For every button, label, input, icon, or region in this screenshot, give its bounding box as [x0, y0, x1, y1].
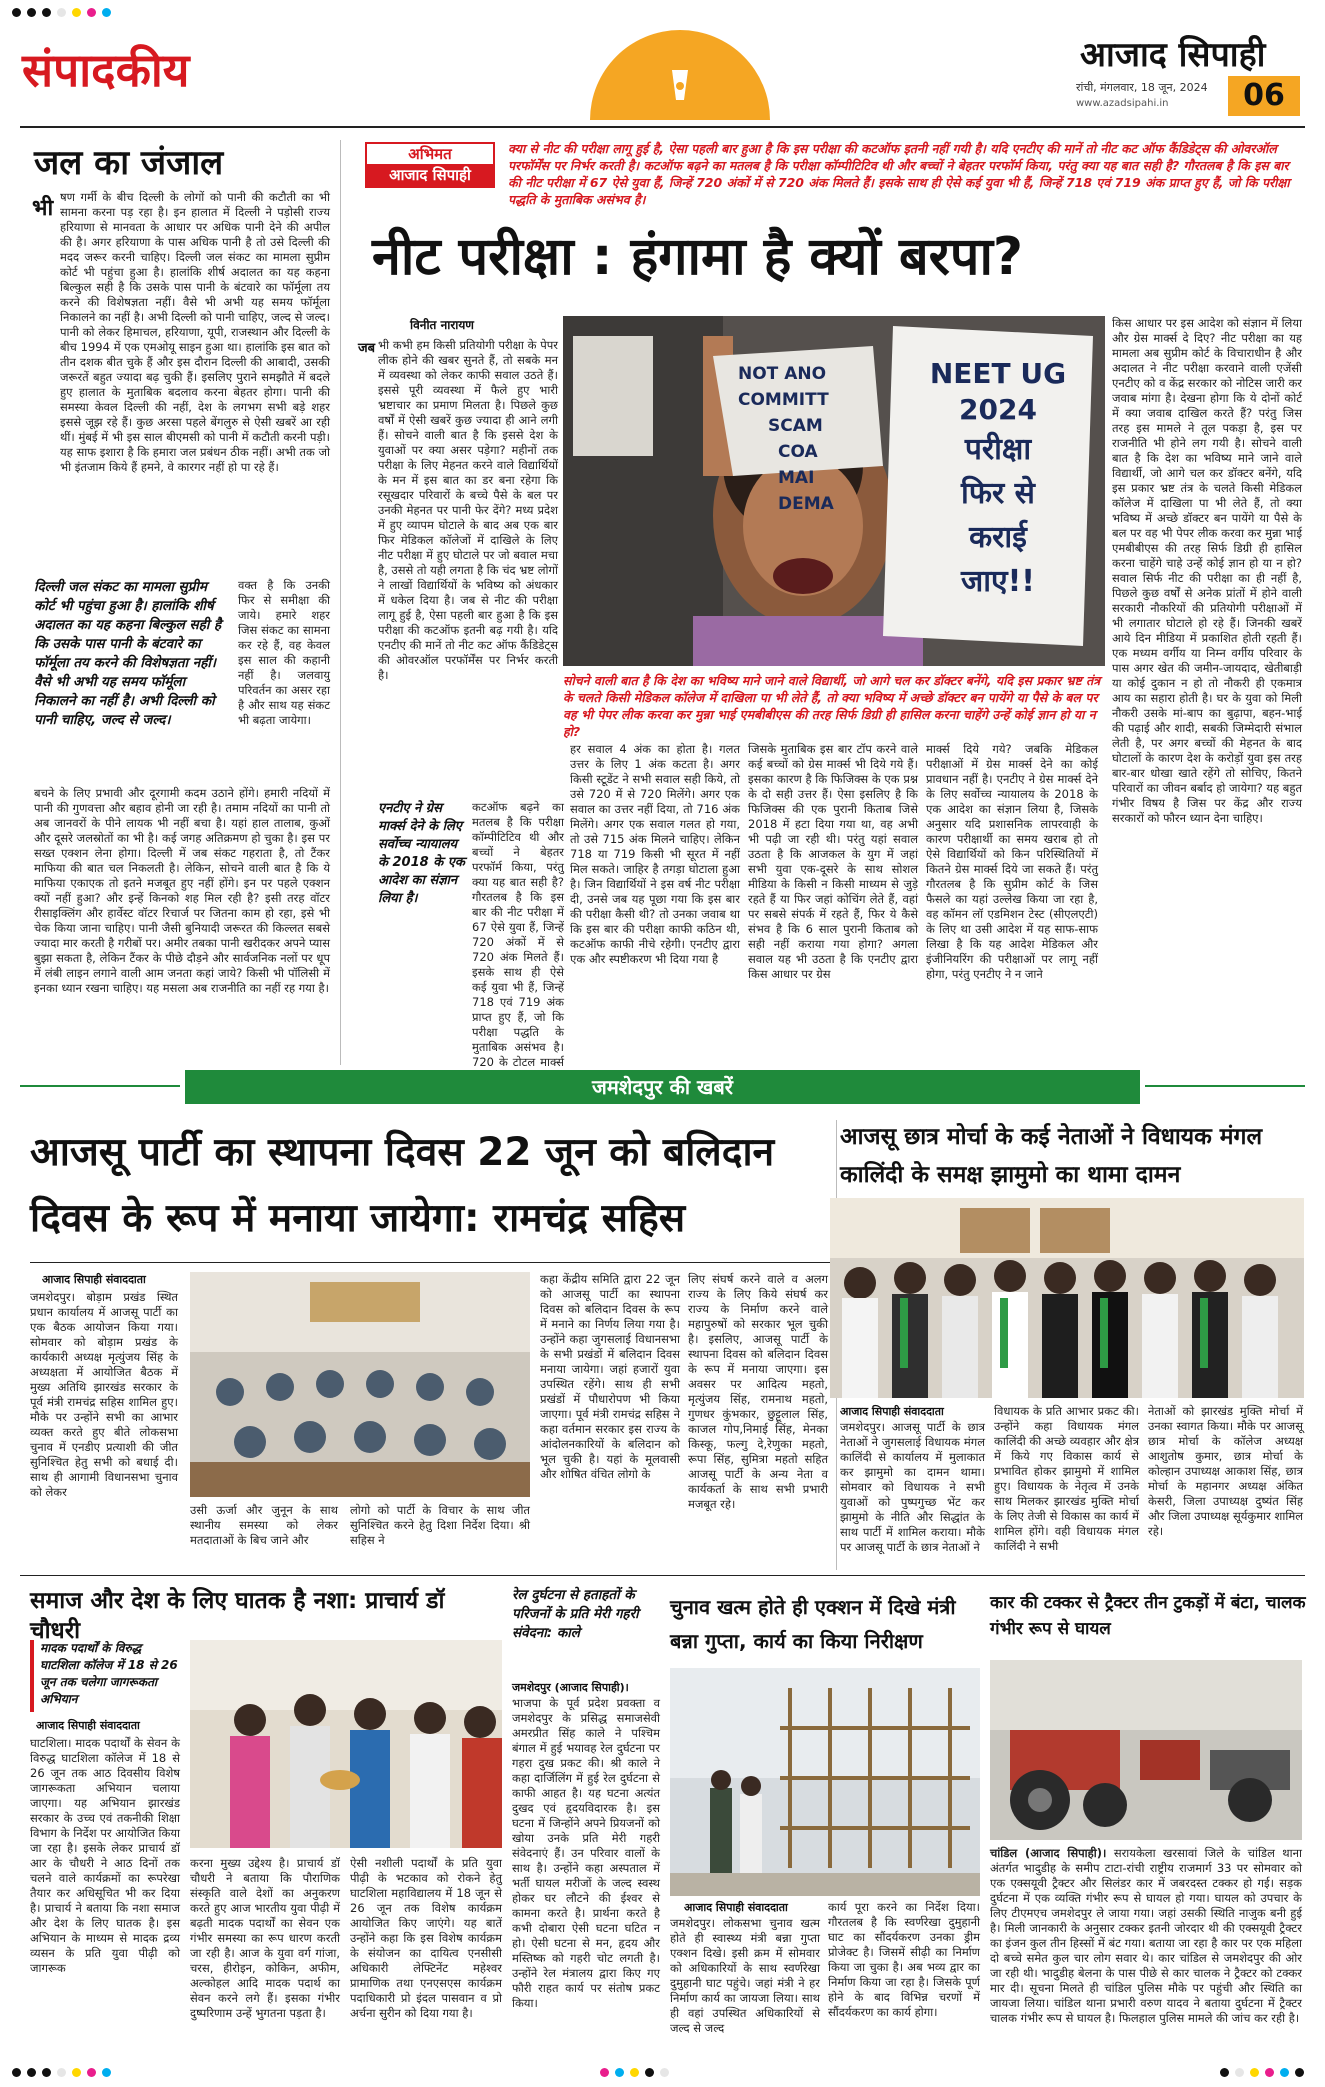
neet-protest-photo [563, 316, 1105, 666]
neet-lead-drop: जब [358, 341, 376, 356]
sign-line: फिर से [961, 476, 1035, 511]
banna-col2: कार्य पूरा करने का निर्देश दिया।गौरतलब है कि स्वर्णरेखा दुमुहानी घाट का सौंदर्यकरण उनका ड्रीम प्रोजेक्ट है। जिसमें सीढ़ी का निर्माण किया जा चुका है। अब भव्य द्वार का निर्माण किया जा रहा है। जिसके पूर्ण होने के बाद विभिन्न चरणों में सौंदर्यकरण का कार्य होगा। [828, 1900, 980, 2019]
ajsu-col4: कहा केंद्रीय समिति द्वारा 22 जून को आजसू पार्टी का स्थापना दिवस को बलिदान दिवस के रूप में मनाने का निर्णय लिया गया है। उन्होंने कहा जुगसलाई विधानसभा के सभी प्रखंडों में बलिदान दिवस मनाया जायेगा। जहां हजारों युवा उपस्थित रहेंगे। साथ ही सभी प्रखंडों में पौधारोपण भी किया जाएगा। पूर्व मंत्री रामचंद्र सहिस ने कहा वर्तमान सरकार इस राज्य के आंदोलनकारियों के बलिदान को भूल चुकी है। यहां के मूलवासी और शोषित वंचित लोगो के [540, 1272, 680, 1481]
tractor-body [990, 1846, 1302, 2056]
ajsu-col3: लोगो को पार्टी के विचार के साथ जीत सुनिश्चित करने हेतु दिशा निर्देश दिया। श्री सहिस ने [350, 1503, 530, 1547]
sun-logo [590, 30, 770, 120]
editorial-drop-cap: भी [32, 196, 54, 221]
sign-line: कराई [969, 520, 1027, 555]
neet-col4: जिसके मुताबिक इस बार टॉप करने वाले कई बच्चों को ग्रेस मार्क्स भी दिये गये हैं। इसका कारण है कि फिजिक्स के एक प्रश्न के दो सही उत्तर हैं। ऐसा इसलिए है कि फिजिक्स की एक पुरानी किताब जिसे 2018 में हटा दिया गया था, वह अभी भी पढ़ी जा रही थी। परंतु यहां सवाल उठता है कि आजकल के युग में जहां सभी युवा एक-दूसरे के साथ सोशल मीडिया के किसी न किसी माध्यम से जुड़े रहते हैं या फिर जहां कोचिंग लेते हैं, वहां पर सबसे संपर्क में रहते हैं, फिर ये कैसे संभव है कि 6 साल पुरानी किताब को सही नहीं कराया गया होगा? अगला सवाल यह भी उठता है कि एनटीए द्वारा किस आधार पर ग्रेस [748, 742, 918, 981]
banna-col1: जमशेदपुर। लोकसभा चुनाव खत्म होते ही स्वास्थ्य मंत्री बन्ना गुप्ता एक्शन दिखे। इसी क्रम में सोमवार को अधिकारियों के साथ स्वर्णरेखा दुमुहानी घाट पहुंचे। जहां मंत्री ने हर निर्माण कार्य का जायजा लिया। साथ ही वहां उपस्थित अधिकारियों से जल्द से जल्द [670, 1916, 820, 2035]
abhimat-tag [365, 142, 495, 188]
abhimat-tag-top: अभिमत [408, 145, 452, 163]
chhatra-col2: विधायक के प्रति आभार प्रकट की। उन्होंने कहा विधायक मंगल कालिंदी की अच्छे व्यवहार और क्षेत्र में किये गए विकास कार्य से प्रभावित होकर झामुमो में शामिल हुए। विधायक के नेतृत्व में उनके साथ मिलकर झारखंड मुक्ति मोर्चा के लिए तेजी से विकास का कार्य में शामिल होंगे। वही विधायक मंगल कालिंदी ने सभी [994, 1404, 1139, 1553]
section-title: संपादकीय [22, 43, 190, 97]
page-number: 06 [1228, 76, 1300, 116]
neet-sign-1 [913, 356, 1083, 604]
banna-headline: चुनाव खत्म होते ही एक्शन में दिखे मंत्री बन्ना गुप्ता, कार्य का किया निरीक्षण [670, 1595, 956, 1653]
section-rule [20, 1575, 1305, 1576]
sign-line: जाए!! [961, 564, 1035, 599]
banner-rule-left [20, 1085, 180, 1087]
nasha-col1: घाटशिला। मादक पदार्थों के सेवन के विरुद्ध घाटशिला कॉलेज में 18 से 26 जून तक आठ दिवसीय विशेष जागरूकता अभियान चलाया जाएगा। यह अभियान झारखंड सरकार के उच्च एवं तकनीकी शिक्षा विभाग के निर्देश पर आयोजित किया जा रहा है। इसके लेकर प्राचार्य डॉ आर के चौधरी ने आठ दिनों तक चलने वाले कार्यक्रमों का रूपरेखा तैयार कर अधिसूचित भी कर दिया है। प्राचार्य ने बताया कि नशा समाज और देश के लिए घातक है। इस अभियान के माध्यम से मादक द्रव्य व्यसन के प्रति युवा पीढ़ी को जागरूक [30, 1736, 180, 1975]
tractor-headline: कार की टक्कर से ट्रैक्टर तीन टुकड़ों में बंटा, चालक गंभीर रूप से घायल [990, 1593, 1306, 1639]
nasha-subhead: मादक पदार्थों के विरुद्ध घाटशिला कॉलेज में 18 से 26 जून तक चलेगा जागरूकता अभियान [30, 1640, 180, 1712]
nasha-byline: आजाद सिपाही संवाददाता [36, 1719, 140, 1732]
ajsu-col2: उसी ऊर्जा और जुनून के साथ स्थानीय समस्या को लेकर मतदाताओं के बिच जाने और [190, 1503, 338, 1547]
neet-col6: किस आधार पर इस आदेश को संज्ञान में लिया और ग्रेस मार्क्स दे दिए? नीट परीक्षा का यह मामला अब सुप्रीम कोर्ट के विचाराधीन है और अदालत ने नीट परीक्षा करवाने वाली एजेंसी एनटीए को व केंद्र सरकार को नोटिस जारी कर जवाब मांगा है। देखना होगा कि ये दोनों कोर्ट में क्या जवाब दाखिल करते हैं? परंतु जिस तरह इस मामले ने तूल पकड़ा है, इस पर राजनीति भी होने लग गयी है। सोचने वाली बात है कि देश का भविष्य माने जाने वाले विद्यार्थी, जो आगे चल कर डॉक्टर बनेंगे, यदि इस प्रकार भ्रष्ट तंत्र के चलते किसी मेडिकल कॉलेज में दाखिला पा भी लेते हैं, तो क्या भविष्य में अच्छे डॉक्टर बन पायेंगे या पैसे के बल पर वह भी पेपर लीक करवा कर मुन्ना भाई एमबीबीएस की तरह सिर्फ डिग्री ही हासिल करना चाहेंगे चाहे उन्हें कोई ज्ञान हो या न हो? सवाल सिर्फ नीट की परीक्षा का ही नहीं है, पिछले कुछ वर्षों से अनेक प्रांतों में होने वाली सरकारी नौकरियों की प्रतियोगी परीक्षाओं में भी लगातार घोटाले हो रहे हैं। जिनकी खबरें आये दिन मीडिया में प्रकाशित होती रहती हैं। एक मध्यम वर्गीय या निम्न वर्गीय परिवार के पास अगर खेत की जमीन-जायदाद, खेतीबाड़ी या कोई दुकान न हो तो नौकरी ही एकमात्र आय का सहारा होती है। घर के युवा को मिली नौकरी उसके मां-बाप का बुढ़ापा, बहन-भाई की पढ़ाई और शादी, सबकी जिम्मेदारी संभाल लेती है, पर अगर बच्चों की मेहनत के बाद घोटालों के कारण देश के करोड़ों युवा इस तरह बार-बार धोखा खाते रहेंगे तो सोचिए, कितने परिवारों का जीवन बर्बाद हो जायेगा? यह बहुत गंभीर विषय है जिस पर केंद्र और राज्य सरकारों को फौरन ध्यान देना चाहिए। [1112, 316, 1302, 825]
rail-byline: जमशेदपुर (आजाद सिपाही)। [512, 1681, 629, 1694]
editorial-pullquote: दिल्ली जल संकट का मामला सुप्रीम कोर्ट भी पहुंचा हुआ है। हालांकि शीर्ष अदालत का यह कहना बिल्कुल सही है कि उसके पास पानी के बंटवारे का फॉर्मूला तय करने की विशेषज्ञता नहीं। वैसे भी अभी यह समय फॉर्मूला निकालने का नहीं है। अभी दिल्ली को पानी चाहिए, जल्द से जल्द। [34, 579, 222, 728]
paper-name: आजाद सिपाही [1080, 35, 1266, 75]
ajsu-rule [30, 1262, 830, 1263]
ajsu-meeting-photo [190, 1272, 530, 1497]
sign2-line: NOT ANO [738, 364, 827, 384]
neet-col3: हर सवाल 4 अंक का होता है। गलत उत्तर के लिए 1 अंक कटता है। अगर किसी स्टूडेंट ने सभी सवाल सही किये, तो उसे 720 में से 720 मिलेंगे। अगर एक सवाल का उत्तर नहीं दिया, तो 716 अंक मिलेंगे। अगर एक सवाल गलत हो गया, तो उसे 715 अंक मिलने चाहिए। लेकिन 718 या 719 किसी भी सूरत में नहीं मिल सकते। जाहिर है तगड़ा घोटाला हुआ है। जिन विद्यार्थियों ने इस वर्ष नीट परीक्षा दी, उनसे जब यह पूछा गया कि इस बार की परीक्षा कैसी थी? तो उनका जवाब था कि इस बार की परीक्षा काफी कठिन थी, कटऑफ काफी नीचे रहेगी। एनटीए द्वारा एक और स्पष्टीकरण भी दिया गया है [570, 742, 740, 966]
ajsu-byline: आजाद सिपाही संवाददाता [42, 1273, 146, 1286]
neet-author: विनीत नारायण [410, 318, 474, 332]
banner-rule-right [1145, 1085, 1305, 1087]
nasha-event-photo [190, 1640, 502, 1848]
neet-side-quote: एनटीए ने ग्रेस मार्क्स देने के लिए सर्वोच्च न्यायालय के 2018 के एक आदेश का संज्ञान लिया है। [378, 801, 465, 906]
sign-line: परीक्षा [964, 432, 1032, 467]
nasha-col3: ऐसी नशीली पदार्थों के प्रति युवा पीढ़ी के भटकाव को रोकने हेतु घाटशिला महाविद्यालय में 18 जून से 26 जून तक विशेष कार्यक्रम आयोजित किए जाएंगे। यह बातें उन्होंने कहा कि इस विशेष कार्यक्रम के संयोजन का दायित्व एनसीसी अधिकारी लेफ्टिनेंट महेश्वर प्रामाणिक तथा एनएसएस कार्यक्रम पदाधिकारी प्रो इंदल पासवान व प्रो अर्चना सुरीन को दिया गया है। [350, 1856, 502, 2020]
abhimat-tag-bottom: आजाद सिपाही [367, 164, 493, 186]
sign-line: NEET UG [929, 357, 1067, 390]
rail-body: भाजपा के पूर्व प्रदेश प्रवक्ता व जमशेदपुर के प्रसिद्ध समाजसेवी अमरप्रीत सिंह काले ने पश्चिम बंगाल में हुई भयावह रेल दुर्घटना पर गहरा दुख प्रकट की। श्री काले ने कहा दार्जिलिंग में हुई रेल दुर्घटना से काफी आहत है। यह घटना अत्यंत दुखद एवं हृदयविदारक है। इस घटना में जिन्होंने अपने प्रियजनों को खोया उनके प्रति मेरी गहरी संवेदनाएं हैं। उन परिवार वालों के साथ है। उन्होंने कहा अस्पताल में भर्ती घायल मरीजों के जल्द स्वस्थ होकर घर लौटने की ईश्वर से कामना करते है। प्रार्थना करते है कभी दोबारा ऐसी घटना घटित न हो। ऐसी घटना से मन, हृदय और मस्तिष्क को गहरी चोट लगती है। उन्होंने रेल मंत्रालय द्वारा किए गए फौरी राहत कार्य पर संतोष प्रकट किया। [512, 1696, 660, 2010]
website: www.azadsipahi.in [1076, 98, 1169, 109]
rail-headline: रेल दुर्घटना से हताहतों के परिजनों के प्रति मेरी गहरी संवेदना: काले [512, 1587, 639, 1641]
dateline: रांची, मंगलवार, 18 जून, 2024 [1076, 81, 1208, 94]
tractor-text: सरायकेला खरसावां जिले के चांडिल थाना अंतर्गत भादुडीह के समीप टाटा-रांची राष्ट्रीय राजमार्ग 33 पर सोमवार को एक एक्सयूवी ट्रैक्टर और सिलंडर कार में जबरदस्त टक्कर हो गई। सड़क दुर्घटना में एक व्यक्ति गंभीर रूप से घायल हो गया। घायल को उपचार के लिए टीएमएच जमशेदपुर ले जाया गया। जहां उसकी स्थिति नाजुक बनी हुई है। मिली जानकारी के अनुसार टक्कर इतनी जोरदार थी की एक्सयूवी ट्रैक्टर का इंजन कुल तीन हिस्सों में बंट गया। बताया जा रहा है कार पर एक महिला दो बच्चे समेत कुल चार लोग सवार थे। कार चांडिल से जमशेदपुर की ओर जा रही थी। भादुडीह बेलना के पास पीछे से कार चालक ने ट्रैक्टर को टक्कर मार दी। सूचना मिलते ही चांडिल पुलिस मौके पर पहुंची और स्थिति का जायजा लिया। चांडिल थाना प्रभारी वरुण यादव ने बताया दुर्घटना में ट्रैक्टर चालक गंभीर रूप से घायल है। फिलहाल पुलिस मामले की जांच कर रही है। [990, 1846, 1302, 2025]
chhatra-col3: नेताओं को झारखंड मुक्ति मोर्चा में उनका स्वागत किया। मौके पर आजसू छात्र मोर्चा के कॉलेज अध्यक्ष आशुतोष कुमार, छात्र मोर्चा के कोल्हान उपाध्यक्ष आकाश सिंह, छात्र मोर्चा के महानगर अध्यक्ष अंकित केसरी, जिला उपाध्यक्ष दुष्यंत सिंह और जिला उपाध्यक्ष सूर्यकुमार शामिल रहे। [1148, 1404, 1303, 1538]
neet-sign-2 [738, 361, 868, 517]
banna-byline: आजाद सिपाही संवाददाता [684, 1901, 788, 1914]
editorial-body-2: बचने के लिए प्रभावी और दूरगामी कदम उठाने होंगे। हमारी नदियों में पानी की गुणवत्ता और बहाव होनी जा रही है। तमाम नदियों का पानी तो अब जानवरों के पीने लायक भी नहीं बचा है। यहां हाल तालाब, कुओं और दूसरे जलस्रोतों का भी है। कई जगह अतिक्रमण हो चुका है। इस पर सख्त एक्शन लेना होगा। दिल्ली में जब संकट गहराता है, तो टैंकर माफिया की बात चल निकलती है। लेकिन, सोचने वाली बात है कि ये माफिया एकाएक तो इतने मजबूत हुए नहीं होंगे। इन पर पहले एक्शन क्यों नहीं हुआ? और इन्हें किनको शह मिल रही है? इसी तरह वॉटर रीसाइक्लिंग और हार्वेस्ट वॉटर रिचार्ज पर जितना काम हो रहा, इसे भी चेक किया जाना चाहिए। पानी जैसी बुनियादी जरूरत की किल्लत सबसे ज्यादा मार करती है गरीबों पर। अमीर तबका पानी खरीदकर अपने प्यास बुझा सकता है, लेकिन टैंकर के पीछे दौड़ने और सार्वजनिक नलों पर धूप में लंबी लाइन लगाने वाली आम जनता कहां जाये? किसी भी पॉलिसी में इनका ध्यान रखना चाहिए। यह मसला अब राजनीति का नहीं रह गया है। [34, 786, 330, 995]
top-dots [12, 8, 111, 17]
ajsu-col1: जमशेदपुर। बोड़ाम प्रखंड स्थित प्रधान कार्यालय में आजसू पार्टी का एक बैठक आयोजन किया गया। सोमवार को बोड़ाम प्रखंड के कार्यकारी अध्यक्ष मृत्युंजय सिंह के अध्यक्षता में आयोजित बैठक में मुख्य अतिथि झारखंड सरकार के पूर्व मंत्री रामचंद्र सहिस शामिल हुए। मौके पर उन्होंने सभी का आभार व्यक्त करते हुए बीते लोकसभा चुनाव में एनडीए प्रत्याशी की जीत सुनिश्चित हेतु सभी को बधाई दी। साथ ही आगामी विधानसभा चुनाव को लेकर [30, 1290, 178, 1499]
footer-dots-center [600, 2068, 669, 2077]
masthead-rule [20, 126, 1305, 128]
footer-dots-left [12, 2068, 111, 2077]
editorial-body-side: वक्त है कि उनकी फिर से समीक्षा की जाये। हमारे शहर जिस संकट का सामना कर रहे हैं, वह केवल इस साल की कहानी नहीं है। जलवायु परिवर्तन का असर रहा है और साथ यह संकट भी बढ़ता जायेगा। [238, 578, 330, 727]
sign2-line: SCAM [768, 416, 823, 436]
chhatra-byline: आजाद सिपाही संवाददाता [840, 1405, 944, 1418]
neet-intro: क्या से नीट की परीक्षा लागू हुई है, ऐसा पहली बार हुआ है कि इस परीक्षा की कटऑफ इतनी नहीं गयी है। यदि एनटीए की मानें तो नीट कट ऑफ कैंडिडेट्स की ओवरऑल परफॉर्मेंस पर निर्भर करती है। कटऑफ बढ़ने का मतलब है कि परीक्षा कॉम्पीटिटिव थी और बच्चों ने बेहतर परफॉर्म किया, परंतु क्या यह बात सही है? गौरतलब है कि इस बार की नीट परीक्षा में 67 ऐसे युवा हैं, जिन्हें 720 अंकों में से 720 अंक मिलते हैं। इसके साथ ही ऐसे कई युवा भी हैं, जिन्हें 718 एवं 719 अंक प्राप्त हुए हैं, जो कि परीक्षा पद्धति के मुताबिक असंभव है। [508, 141, 1290, 207]
chhatra-col1: जमशेदपुर। आजसू पार्टी के छात्र नेताओं ने जुगसलाई विधायक मंगल कालिंदी से कार्यालय में मुलाकात कर झामुमो का दामन थामा। सोमवार को विधायक ने सभी युवाओं को पुष्पगुच्छ भेंट कर झामुमो के नीति और सिद्धांत के साथ पार्टी में शामिल कराया। मौके पर आजसू पार्टी के छात्र नेताओं ने [840, 1420, 985, 1554]
ajsu-headline: आजसू पार्टी का स्थापना दिवस 22 जून को बलिदान दिवस के रूप में मनाया जायेगा: रामचंद्र सहिस [30, 1130, 775, 1241]
tractor-accident-photo [990, 1660, 1302, 1840]
banna-site-photo [670, 1668, 980, 1896]
neet-headline: नीट परीक्षा : हंगामा है क्यों बरपा? [372, 227, 1024, 287]
sign2-line: COA [778, 442, 818, 462]
neet-photo-caption: सोचने वाली बात है कि देश का भविष्य माने जाने वाले विद्यार्थी, जो आगे चल कर डॉक्टर बनेंगे, यदि इस प्रकार भ्रष्ट तंत्र के चलते किसी मेडिकल कॉलेज में दाखिला पा भी लेते हैं, तो क्या भविष्य में अच्छे डॉक्टर बन पायेंगे या पैसे के बल पर वह भी पेपर लीक करवा कर मुन्ना भाई एमबीबीएस की तरह सिर्फ डिग्री ही हासिल करना चाहेंगे उन्हें कोई ज्ञान हो या न हो? [563, 673, 1101, 739]
ajsu-col5: लिए संघर्ष करने वाले व अलग राज्य के लिए किये संघर्ष कर राज्य के निर्माण करने वाले महापुरुषों को सरकार भूल चुकी है। इसलिए, आजसू पार्टी के स्थापना दिवस को बलिदान दिवस के रूप में मनाया जाएगा। इस अवसर पर आदित्य महतो, मृत्युंजय सिंह, रामनाथ महतो, गुणधर कुंभकार, छुट्टूलाल सिंह, काजल गोप,निमाई सिंह, मेनका किस्कू, फल्गु दे,रेणुका महतो, रूपा सिंह, सुमित्रा महतो सहित आजसू पार्टी के अन्य नेता व कार्यकर्ता के साथ सभी प्रभारी मजबूत रहे। [688, 1272, 828, 1511]
editorial-body-1: षण गर्मी के बीच दिल्ली के लोगों को पानी की कटौती का भी सामना करना पड़ रहा है। इन हालात में दिल्ली ने पड़ोसी राज्य हरियाणा से मानवता के आधार पर अधिक पानी देने की अपील की है। अगर हरियाणा के पास अधिक पानी है तो उसे दिल्ली की मदद जरूर करनी चाहिए। दिल्ली जल संकट का मामला सुप्रीम कोर्ट भी पहुंचा हुआ है। हालांकि शीर्ष अदालत का यह कहना बिल्कुल सही है कि उसके पास पानी के बंटवारे का फॉर्मूला तय करने की विशेषज्ञता नहीं। वैसे भी अभी यह समय फॉर्मूला निकालने का नहीं है। अभी दिल्ली को पानी चाहिए, जल्द से जल्द। पानी को लेकर हिमाचल, हरियाणा, यूपी, राजस्थान और दिल्ली के बीच 1994 में एक एमओयू साइन हुआ था। हालांकि इस बात को तीन दशक बीत चुके हैं और इस दौरान दिल्ली की आबादी, उसकी जरूरतें बहुत ज्यादा बढ़ चुकी हैं। इसलिए पुराने समझौते में बदले हुए हालात के मुताबिक बदलाव करना बेहतर होगा। पानी की समस्या केवल दिल्ली की नहीं, देश के लगभग सभी बड़े शहर इससे जूझ रहे हैं। कुछ अरसा पहले बेंगलुरु से ऐसी खबरें आ रही थीं। मुंबई में भी इस साल बीएमसी को पानी में कटौती करनी पड़ी। यह साफ इशारा है कि हमारा जल प्रबंधन ठीक नहीं। अभी तक जो भी इंतजाम किये हैं हमने, वे कारगर नहीं हो पा रहे हैं। [60, 190, 330, 474]
sign2-line: MAI [778, 468, 815, 488]
jamshedpur-banner: जमशेदपुर की खबरें [185, 1070, 1140, 1104]
masthead [0, 0, 1325, 120]
sign2-line: COMMITT [738, 390, 829, 410]
editorial-title: जल का जंजाल [34, 143, 224, 183]
neet-col1: भी कभी हम किसी प्रतियोगी परीक्षा के पेपर लीक होने की खबर सुनते हैं, तो सबके मन में व्यवस्था को लेकर काफी सवाल उठते हैं। इससे पूरी व्यवस्था में फैले हुए भारी भ्रष्टाचार का प्रमाण मिलता है। पिछले कुछ वर्षों में ऐसी खबरें कुछ ज्यादा ही आने लगी हैं। सोचने वाली बात है कि इससे देश के युवाओं पर क्या असर पड़ेगा? महीनों तक परीक्षा के लिए मेहनत करने वाले विद्यार्थियों के मन में इस बात का डर बना रहेगा कि रसूखदार परिवारों के बच्चे पैसे के बल पर उनकी मेहनत पर पानी फेर देंगे? मध्य प्रदेश में हुए व्यापम घोटाले के बाद अब एक बार फिर मेडिकल कॉलेजों में दाखिले के लिए नीट परीक्षा में हुए घोटाले पर जो बवाल मचा है, उससे तो यही लगता है कि चंद भ्रष्ट लोगों ने लाखों विद्यार्थियों के भविष्य को अंधकार में धकेल दिया है। जब से नीट की परीक्षा लागू हुई है, ऐसा पहली बार हुआ है कि इस परीक्षा की कटऑफ इतनी बढ़ गयी है। यदि एनटीए की मानें तो नीट कट ऑफ कैंडिडेट्स की ओवरऑल परफॉर्मेंस पर निर्भर करती है। [378, 338, 558, 682]
nasha-col2: करना मुख्य उद्देश्य है। प्राचार्य डॉ चौधरी ने बताया कि पौराणिक संस्कृति वाले देशों का अनुकरण करते हुए आज भारतीय युवा पीढ़ी में बढ़ती मादक पदार्थों का सेवन एक गंभीर समस्या का रूप धारण करती जा रही है। आज के युवा वर्ग गांजा, चरस, हीरोइन, कोकिन, अफीम, अल्कोहल आदि मादक पदार्थ का सेवन करने लगे हैं। इसका गंभीर दुष्परिणाम उन्हें भुगतना पड़ता है। [190, 1856, 340, 2020]
nasha-headline: समाज और देश के लिए घातक है नशा: प्राचार्य डॉ चौधरी [30, 1588, 445, 1644]
neet-col2: कटऑफ बढ़ने का मतलब है कि परीक्षा कॉम्पीटिटिव थी और बच्चों ने बेहतर परफॉर्म किया, परंतु क्या यह बात सही है? गौरतलब है कि इस बार की नीट परीक्षा में 67 ऐसे युवा हैं, जिन्हें 720 अंकों में से 720 अंक मिलते हैं। इसके साथ ही ऐसे कई युवा भी हैं, जिन्हें 718 एवं 719 अंक प्राप्त हुए हैं, जो कि परीक्षा पद्धति के मुताबिक असंभव है। 720 के टोटल मार्क्स [472, 800, 564, 1069]
sign-line: 2024 [959, 393, 1037, 426]
column-divider [340, 140, 341, 1065]
chhatra-group-photo [830, 1198, 1304, 1398]
chhatra-headline: आजसू छात्र मोर्चा के कई नेताओं ने विधायक मंगल कालिंदी के समक्ष झामुमो का थामा दामन [840, 1118, 1315, 1194]
tractor-byline: चांडिल (आजाद सिपाही)। [990, 1846, 1107, 1860]
neet-col5: मार्क्स दिये गये? जबकि मेडिकल परीक्षाओं में ग्रेस मार्क्स देने का कोई प्रावधान नहीं है। एनटीए ने ग्रेस मार्क्स देने के लिए सर्वोच्च न्यायालय के 2018 के एक आदेश का संज्ञान लिया है, जिसके अनुसार यदि प्रशासनिक लापरवाही के कारण परीक्षार्थी का समय खराब हो तो ऐसे विद्यार्थियों को किन परिस्थितियों में कितने ग्रेस मार्क्स दिये जा सकते हैं। परंतु गौरतलब है कि सुप्रीम कोर्ट के जिस फैसले का यहां उल्लेख किया जा रहा है, वह कॉमन लॉ एडमिशन टेस्ट (सीएलएटी) के लिए था उसी आदेश में यह साफ-साफ लिखा है कि यह आदेश मेडिकल और इंजीनियरिंग की परीक्षाओं पर लागू नहीं होगा, परंतु एनटीए ने न जाने [926, 742, 1098, 981]
footer-dots-right [1220, 2068, 1304, 2077]
sign2-line: DEMA [778, 494, 834, 514]
